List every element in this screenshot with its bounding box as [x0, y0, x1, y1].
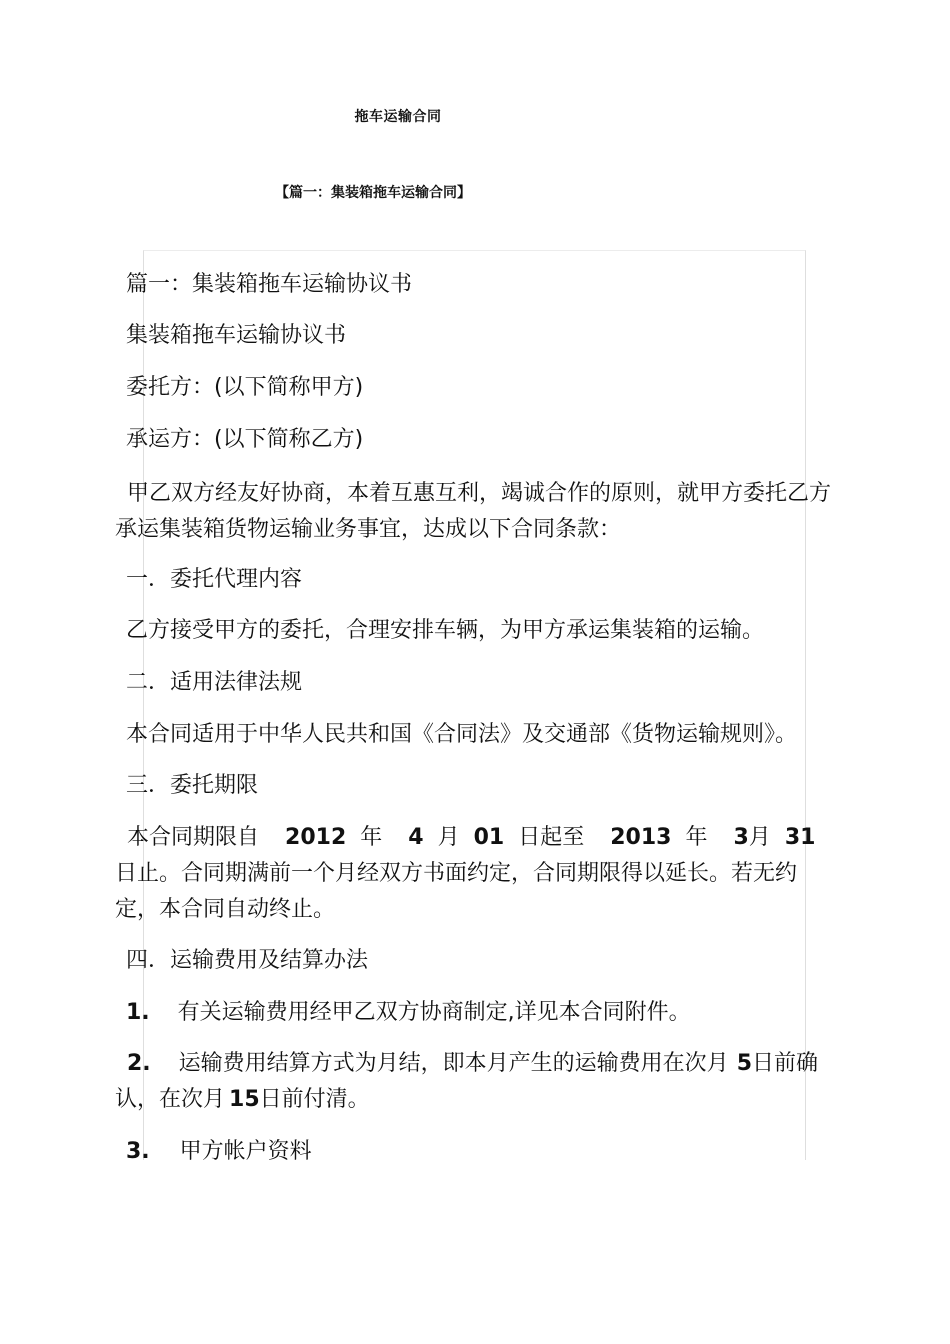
clause-3-text: [115, 820, 835, 928]
client-label: 委托方：(以下简称甲方): [126, 375, 364, 400]
item-1-text: 有关运输费用经甲乙双方协商制定,详见本合同附件。: [177, 1000, 691, 1025]
clause-1-text: 乙方接受甲方的委托，合理安排车辆，为甲方承运集装箱的运输。: [126, 618, 765, 643]
start-day: 01: [473, 825, 505, 850]
start-month-unit: 月: [437, 825, 460, 850]
end-year: 2013: [610, 825, 672, 850]
document-title: 拖车运输合同: [354, 109, 442, 125]
end-suffix: 日止。合同期满前一个月经双方书面约定，合同期限得以延长。若无约定，本合同自动终止。: [115, 861, 798, 922]
end-day: 31: [784, 825, 816, 850]
clause-1-title: 一．委托代理内容: [126, 567, 303, 592]
item-3: [126, 1137, 312, 1167]
clause-3-title: 三．委托期限: [126, 773, 259, 798]
carrier-label: 承运方：(以下简称乙方): [126, 427, 364, 452]
clause-2-title: 二．适用法律法规: [126, 670, 303, 695]
heading-1: 篇一：集装箱拖车运输协议书: [126, 272, 413, 297]
start-suffix: 日起至: [518, 825, 585, 850]
clause-2-text: 本合同适用于中华人民共和国《合同法》及交通部《货物运输规则》。: [126, 722, 798, 747]
start-month: 4: [408, 825, 424, 850]
item-2-text-a: 运输费用结算方式为月结，即本月产生的运输费用在次月: [178, 1051, 729, 1076]
heading-2: 集装箱拖车运输协议书: [126, 323, 347, 348]
item-1-number: 1.: [126, 1000, 150, 1025]
end-month-unit: 月: [748, 825, 771, 850]
section-heading: 【篇一：集装箱拖车运输合同】: [275, 185, 471, 201]
end-month: 3: [733, 825, 749, 850]
start-year-unit: 年: [360, 825, 383, 850]
item-2-day-2: 15: [229, 1087, 260, 1112]
item-2: [115, 1046, 835, 1118]
intro-paragraph: 甲乙双方经友好协商，本着互惠互利，竭诚合作的原则，就甲方委托乙方承运集装箱货物运输业务事宜，达成以下合同条款：: [115, 481, 832, 542]
item-3-number: 3.: [126, 1139, 150, 1164]
item-2-text-c: 日前付清。: [259, 1087, 370, 1112]
item-1: [126, 998, 691, 1028]
item-3-text: 甲方帐户资料: [179, 1139, 312, 1164]
end-year-unit: 年: [685, 825, 708, 850]
item-2-number: 2.: [127, 1051, 151, 1076]
item-2-day-1: 5: [736, 1051, 752, 1076]
term-prefix: 本合同期限自: [127, 825, 260, 850]
clause-4-title: 四．运输费用及结算办法: [126, 948, 369, 973]
start-year: 2012: [285, 825, 347, 850]
item-2-text-b: 日前确认，在次月: [115, 1051, 819, 1112]
